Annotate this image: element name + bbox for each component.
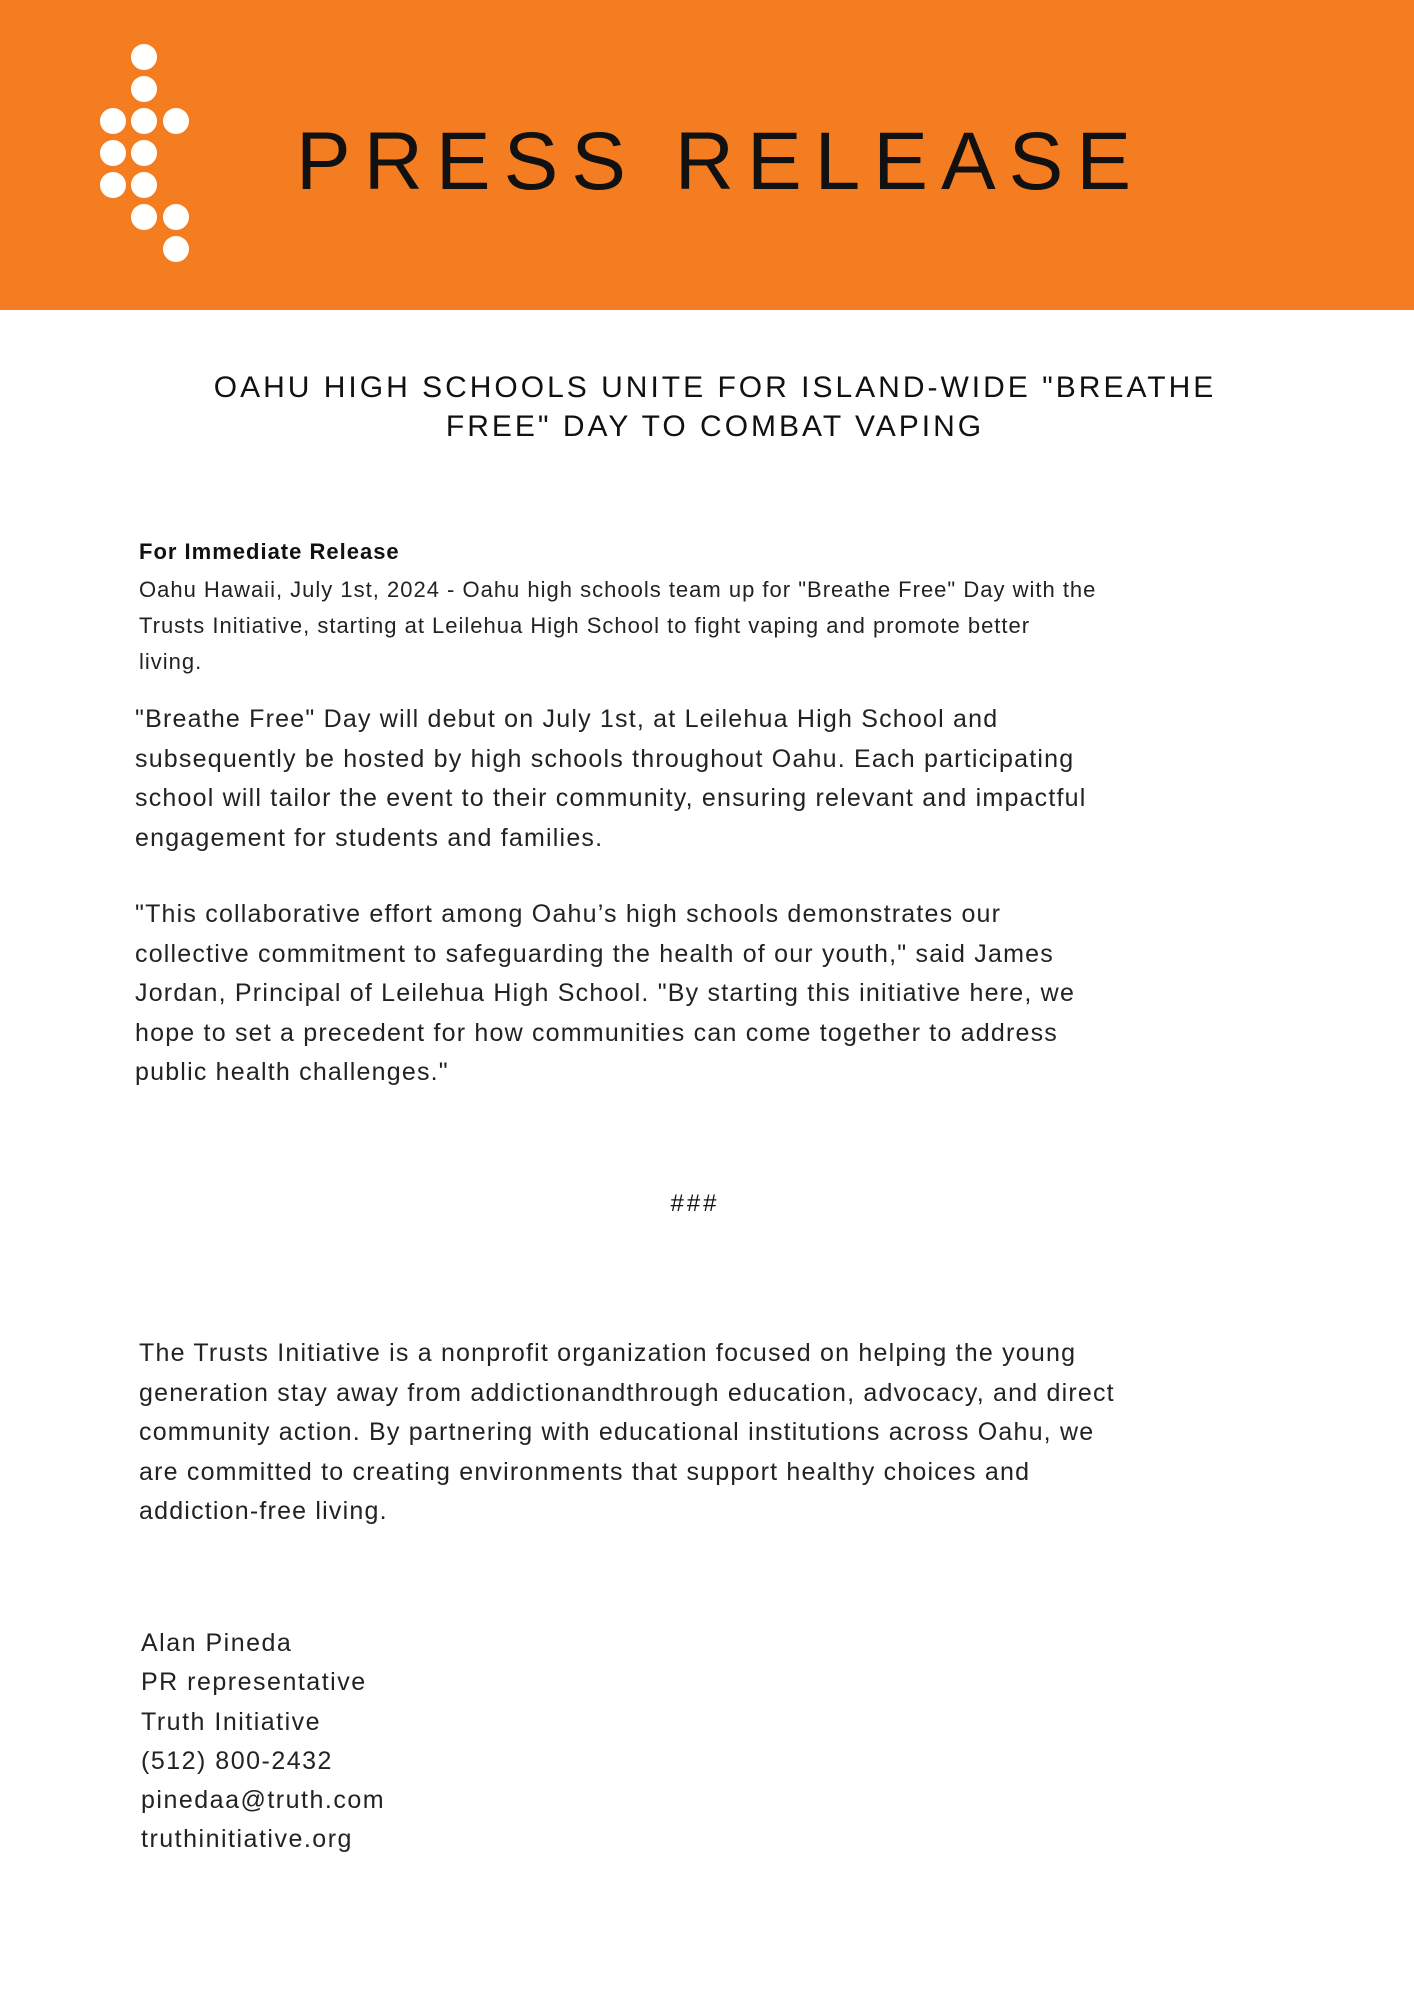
text-line: The Trusts Initiative is a nonprofit organization focused on helping the young <box>139 1339 1077 1367</box>
text-line: subsequently be hosted by high schools throughout Oahu. Each participating <box>135 744 1075 773</box>
body-paragraph-quote <box>135 895 1075 1093</box>
text-line: generation stay away from addictionandthrough education, advocacy, and direct <box>139 1378 1115 1407</box>
text-line: Jordan, Principal of Leilehua High School. "By starting this initiative here, we <box>135 979 1076 1007</box>
headline-line: FREE" DAY TO COMBAT VAPING <box>445 410 985 443</box>
body-paragraph-1 <box>135 700 1087 858</box>
end-separator: ### <box>670 1190 720 1217</box>
contact-role: PR representative <box>141 1668 367 1697</box>
text-line: "Breathe Free" Day will debut on July 1st, at Leilehua High School and <box>135 705 999 733</box>
page-title: PRESS RELEASE <box>296 116 1145 207</box>
headline <box>150 368 1280 446</box>
contact-block <box>141 1624 385 1860</box>
text-line: Oahu Hawaii, July 1st, 2024 - Oahu high schools team up for "Breathe Free" Day with the <box>139 577 1097 602</box>
header-banner <box>0 0 1414 310</box>
text-line: "This collaborative effort among Oahu’s high schools demonstrates our <box>135 900 1002 928</box>
text-line: community action. By partnering with educational institutions across Oahu, we <box>139 1418 1095 1446</box>
contact-website: truthinitiative.org <box>141 1825 353 1854</box>
contact-org: Truth Initiative <box>141 1707 322 1736</box>
contact-name: Alan Pineda <box>141 1629 293 1657</box>
text-line: addiction-free living. <box>139 1497 388 1525</box>
text-line: Trusts Initiative, starting at Leilehua High School to fight vaping and promote better <box>139 613 1031 638</box>
contact-phone: (512) 800-2432 <box>141 1746 333 1775</box>
release-label: For Immediate Release <box>139 539 400 564</box>
text-line: public health challenges." <box>135 1058 449 1086</box>
text-line: collective commitment to safeguarding the health of our youth," said James <box>135 939 1054 968</box>
text-line: living. <box>139 649 203 674</box>
text-line: engagement for students and families. <box>135 823 604 852</box>
contact-email: pinedaa@truth.com <box>141 1786 386 1815</box>
text-line: school will tailor the event to their community, ensuring relevant and impactful <box>135 784 1087 812</box>
about-paragraph <box>139 1334 1115 1532</box>
lede-paragraph <box>139 572 1096 680</box>
headline-line: OAHU HIGH SCHOOLS UNITE FOR ISLAND-WIDE "BREATHE <box>213 371 1217 404</box>
text-line: hope to set a precedent for how communities can come together to address <box>135 1018 1058 1047</box>
text-line: are committed to creating environments that support healthy choices and <box>139 1457 1031 1486</box>
